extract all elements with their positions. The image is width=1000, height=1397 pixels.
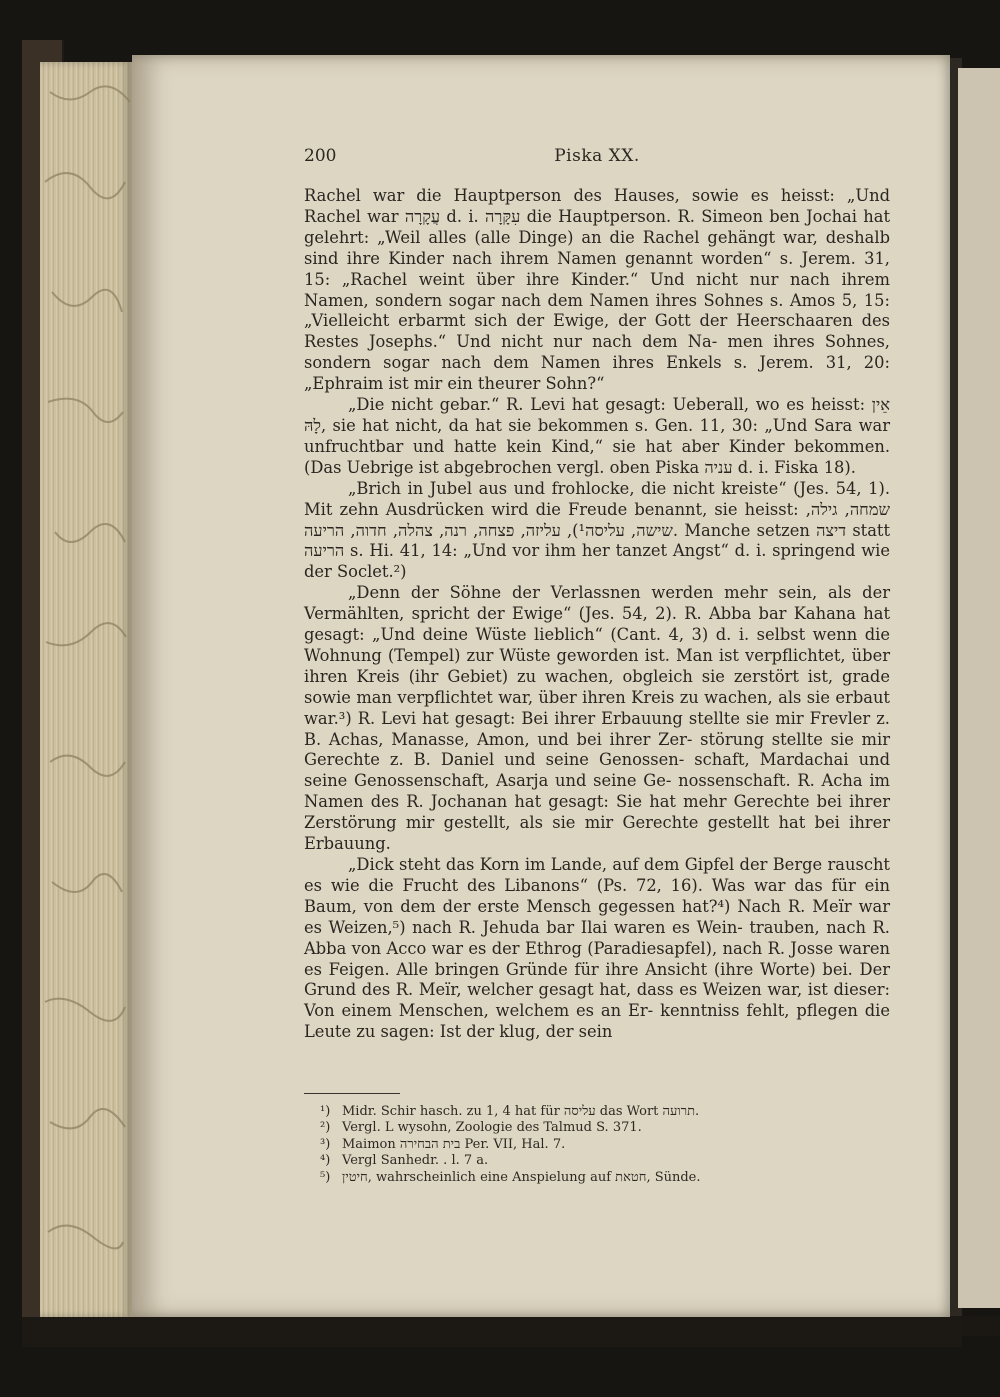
text-line: grade sowie man verpflichtet war, über ihren Kreis zu wachen, als xyxy=(304,666,890,707)
text-line: Rachel war die Hauptperson des Hauses, sowie es heisst: „Und xyxy=(304,186,890,205)
text-line: s. Jerem. 31, 20: „Ephraim ist mir ein theurer Sohn?“ xyxy=(304,353,890,394)
text-line: „Brich in Jubel aus und frohlocke, die nicht kreiste“ (Jes. 54, 1). xyxy=(348,478,890,498)
footnote-mark: ¹) xyxy=(320,1104,331,1119)
text-line: גילה, שישה, עליסה¹), עליזה, פצחה, רנה, צהלה, חדוה, הריעה. xyxy=(304,499,838,540)
text-line: Heerschaaren des Restes Josephs.“ Und nicht nur nach dem Na- xyxy=(304,311,890,352)
text-line: über ihren Kreis (ihr Gebiet) zu wachen, obgleich sie zerstört ist, xyxy=(304,645,890,686)
footnote-mark: ³) xyxy=(320,1136,331,1152)
paragraph xyxy=(304,583,890,855)
text-line: „Die nicht gebar.“ R. Levi hat gesagt: Ueberall, wo es heisst: xyxy=(348,395,866,415)
text-line: schaft, Mardachai und seine Genossenschaft, Asarja und seine Ge- xyxy=(304,750,890,791)
text-line: אֵין לָהּ, sie hat nicht, da hat sie bekommen s. Gen. 11, 30: „Und xyxy=(304,395,890,435)
footnote-mark: ²) xyxy=(320,1120,331,1136)
text-line: die Wohnung (Tempel) zur Wüste geworden ist. Man ist verpflichtet, xyxy=(304,625,890,665)
paragraph xyxy=(304,186,890,395)
text-line: s. Amos 5, 15: „Vielleicht erbarmt sich der Ewige, der Gott der xyxy=(304,290,890,331)
text-line: „Dick steht das Korn im Lande, auf dem Gipfel der Berge xyxy=(348,855,823,874)
text-line: tanzet Angst“ d. i. springend wie der Soclet.²) xyxy=(304,541,890,582)
text-line: es Weizen war, ist dieser: Von einem Menschen, welchem es an Er- xyxy=(304,980,890,1021)
text-line: R. Meïr war es Weizen,⁵) nach R. Jehuda bar Ilai waren es Wein- xyxy=(304,896,891,937)
footnote xyxy=(320,1120,890,1136)
text-line: s. Jerem. 31, 15: „Rachel weint über ihre Kinder.“ Und nicht nur xyxy=(304,248,890,289)
text-line: trauben, nach R. Abba von Acco war es der Ethrog (Paradiesapfel), xyxy=(304,917,890,958)
paragraph xyxy=(304,395,890,479)
footnote-mark: ⁴) xyxy=(320,1153,331,1169)
footnotes xyxy=(320,1104,890,1186)
footnote-text: חיטין, wahrscheinlich eine Anspielung auf חטאת, Sünde. xyxy=(342,1169,701,1185)
text-line: war, deshalb sind ihre Kinder nach ihrem Namen genannt worden“ xyxy=(304,227,890,268)
text-line: nach R. Josse waren es Feigen. Alle bringen Gründe für ihre Ansicht xyxy=(304,938,890,979)
footnote-text: Midr. Schir hasch. zu 1, 4 hat für עליסה das Wort תרועה. xyxy=(342,1104,700,1119)
text-line: für ein Baum, von dem der erste Mensch gegessen hat?⁴) Nach xyxy=(304,875,890,916)
text-line: Vermählten, spricht der Ewige“ (Jes. 54, 2). R. Abba bar Kahana hat xyxy=(304,604,890,624)
text-line: Sie hat mehr Gerechte bei ihrer Zerstörung mir gestellt, als sie mir xyxy=(304,792,890,833)
bottom-shadow xyxy=(22,1317,962,1347)
text-line: störung stellte sie mir Gerechte z. B. Daniel und seine Genossen- xyxy=(304,729,890,770)
text-line: rauscht es wie die Frucht des Libanons“ (Ps. 72, 16). Was war das xyxy=(304,855,890,895)
text-line: „Denn der Söhne der Verlassnen werden mehr sein, als der xyxy=(348,583,890,603)
text-line: nossenschaft. R. Acha im Namen des R. Jochanan hat gesagt: xyxy=(304,771,890,812)
text-line: men ihres Sohnes, sondern sogar nach dem Namen ihres Enkels xyxy=(304,332,890,373)
next-page-edge xyxy=(958,68,1000,1308)
text-line: Mit zehn Ausdrücken wird die Freude benannt, sie heisst: שמחה, xyxy=(304,499,890,519)
page-title: Piska XX. xyxy=(554,146,640,166)
paragraph xyxy=(304,855,890,1043)
text-line: gesagt: „Und deine Wüste lieblich“ (Cant. 4, 3) d. i. selbst wenn xyxy=(304,625,858,645)
running-header xyxy=(304,146,890,170)
text-line: sie mir Frevler z. B. Achas, Manasse, Amon, und bei ihrer Zer- xyxy=(304,708,890,749)
text-line: sie erbaut war.³) R. Levi hat gesagt: Bei ihrer Erbauung stellte xyxy=(304,687,890,728)
footnote xyxy=(320,1104,890,1120)
text-line: bekommen. (Das Uebrige ist abgebrochen vergl. oben Piska עניה xyxy=(304,436,890,477)
footnote-divider xyxy=(304,1093,400,1094)
footnote xyxy=(320,1136,890,1153)
paragraph xyxy=(304,479,890,584)
text-line: (ihre Worte) bei. Der Grund des R. Meïr, welcher gesagt hat, dass xyxy=(304,959,890,1000)
marble-pattern xyxy=(40,62,132,1317)
text-line: nach ihrem Namen, sondern sogar nach dem Namen ihres Sohnes xyxy=(304,269,890,310)
text-line: kenntniss fehlt, pflegen die Leute zu sagen: Ist der klug, der sein xyxy=(304,1001,890,1042)
footnote-mark: ⁵) xyxy=(320,1169,331,1185)
text-line: Gerechte gestellt hat bei ihrer Erbauung. xyxy=(304,813,891,854)
footnote xyxy=(320,1169,890,1186)
page-number: 200 xyxy=(304,146,337,166)
text-line: Jochai hat gelehrt: „Weil alles (alle Dinge) an die Rachel gehängt xyxy=(304,206,891,247)
text-line: Manche setzen דיצה statt הריעה s. Hi. 41, 14: „Und vor ihm her xyxy=(304,520,891,561)
text-line: Rachel war עֲקָרָה d. i. עִקָּרָה die Hauptperson. R. Simeon ben xyxy=(304,206,800,226)
text-line: d. i. Fiska 18). xyxy=(737,457,856,477)
footnote-text: Vergl Sanhedr. . l. 7 a. xyxy=(342,1153,489,1169)
body-text xyxy=(304,186,890,1043)
text-line: Sara war unfruchtbar und hatte kein Kind,“ sie hat aber Kinder xyxy=(304,415,890,456)
footnote-text: Vergl. L wysohn, Zoologie des Talmud S. 371. xyxy=(342,1120,642,1136)
footnote-text: Maimon בית הבחירה Per. VII, Hal. 7. xyxy=(342,1136,566,1152)
footnote xyxy=(320,1153,890,1169)
